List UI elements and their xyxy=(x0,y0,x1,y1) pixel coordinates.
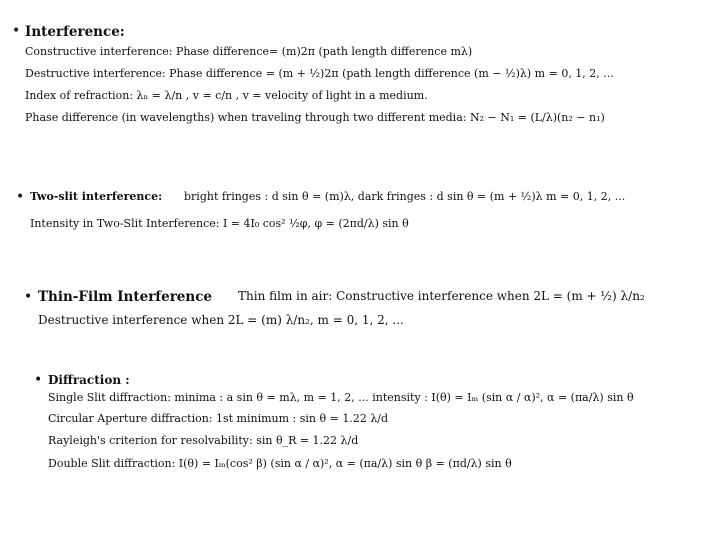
bullet-icon: • xyxy=(34,372,43,388)
diffraction-line: Circular Aperture diffraction: 1st minimum : sin θ = 1.22 λ/d xyxy=(48,412,389,425)
thin-film-heading: Thin-Film Interference xyxy=(38,289,213,305)
interference-heading: Interference: xyxy=(25,24,125,40)
diffraction-line: Rayleigh's criterion for resolvability: sin θ_R = 1.22 λ/d xyxy=(48,434,359,447)
diffraction-line: Double Slit diffraction: I(θ) = Iₘ(cos² β) (sin α / α)², α = (πa/λ) sin θ β = (πd/λ) sin θ xyxy=(48,457,512,470)
thin-film-line: Destructive interference when 2L = (m) λ/n₂, m = 0, 1, 2, ... xyxy=(38,313,404,327)
thin-film-line: Thin film in air: Constructive interference when 2L = (m + ½) λ/n₂ xyxy=(238,289,645,303)
interference-line: Constructive interference: Phase difference= (m)2π (path length difference mλ) xyxy=(25,45,473,58)
two-slit-line: Intensity in Two-Slit Interference: I = 4I₀ cos² ½φ, φ = (2πd/λ) sin θ xyxy=(30,217,409,230)
bullet-icon: • xyxy=(12,23,21,39)
diffraction-line: Single Slit diffraction: minima : a sin θ = mλ, m = 1, 2, ... intensity : I(θ) = Iₘ (sin α / α)², α = (πa/λ) sin θ xyxy=(48,391,634,404)
diffraction-heading: Diffraction : xyxy=(48,373,130,387)
two-slit-heading: Two-slit interference: xyxy=(30,190,163,203)
interference-line: Index of refraction: λₙ = λ/n , v = c/n , v = velocity of light in a medium. xyxy=(25,89,428,102)
bullet-icon: • xyxy=(16,189,25,205)
interference-line: Phase difference (in wavelengths) when traveling through two different media: N₂ − N₁ = (L/λ)(n₂ − n₁) xyxy=(25,111,605,124)
interference-line: Destructive interference: Phase difference = (m + ½)2π (path length difference (m − ½)λ) m = 0, 1, 2, ... xyxy=(25,67,614,80)
bullet-icon: • xyxy=(24,289,33,305)
two-slit-line: bright fringes : d sin θ = (m)λ, dark fringes : d sin θ = (m + ½)λ m = 0, 1, 2, ... xyxy=(184,190,626,203)
